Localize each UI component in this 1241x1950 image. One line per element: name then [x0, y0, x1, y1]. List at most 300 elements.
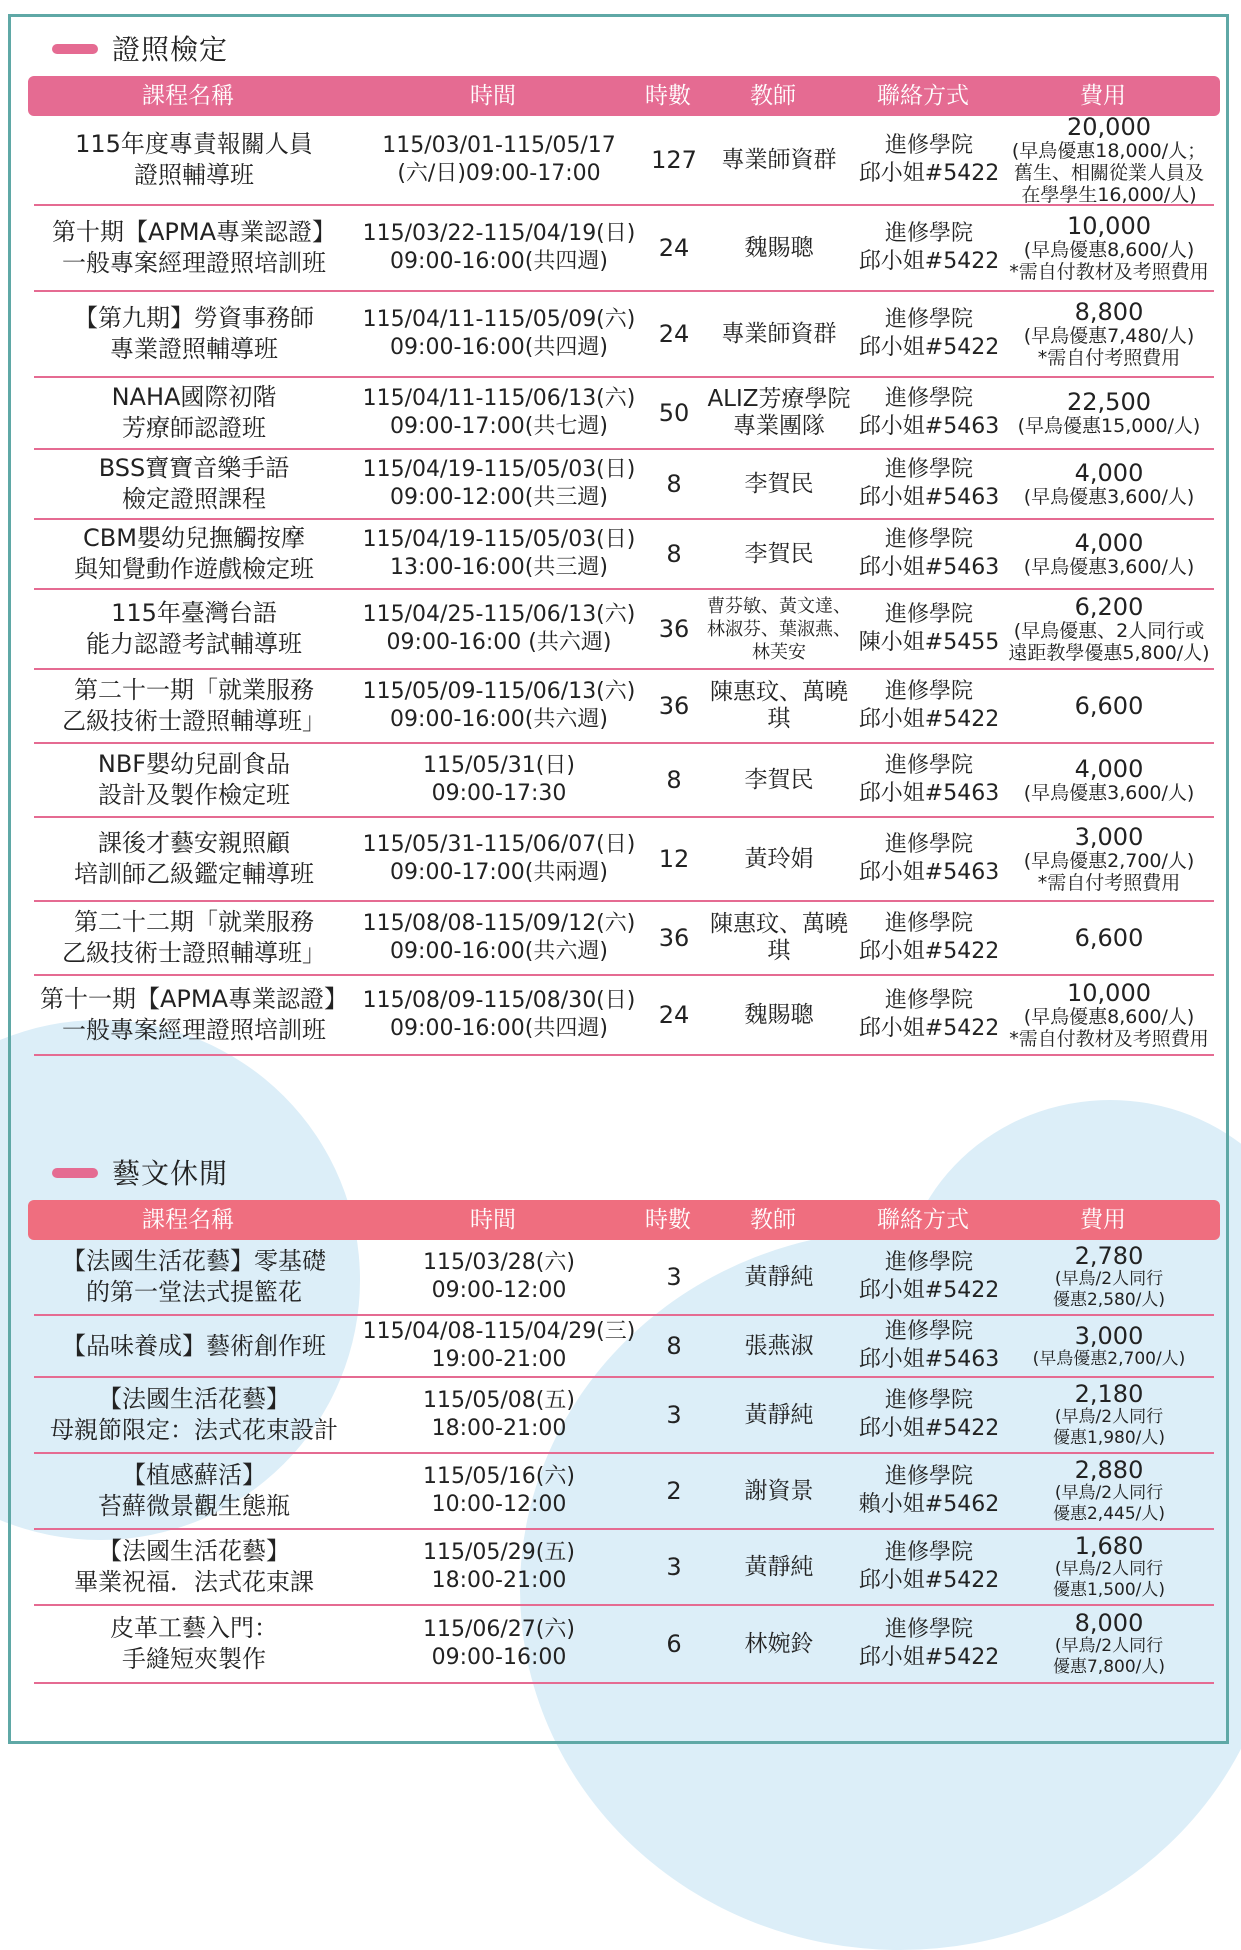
fee-note: 優惠2,445/人) [1052, 1504, 1166, 1524]
contact-line: 進修學院 [884, 1617, 973, 1642]
time-line: 115/08/09-115/08/30(日) [362, 988, 636, 1013]
fee-cell [1004, 594, 1214, 664]
contact-line: 邱小姐#5422 [858, 707, 1000, 732]
contact-cell [854, 910, 1004, 966]
fee-cell [1004, 1457, 1214, 1525]
contact-line: 進修學院 [884, 753, 973, 778]
section-arts-leisure [28, 1150, 1220, 1684]
header-teacher: 教師 [750, 1207, 796, 1233]
fee-amount: 2,780 [1074, 1242, 1144, 1270]
time-line: 09:00-16:00 (共六週) [386, 630, 612, 655]
course-name-line: 證照輔導班 [134, 161, 254, 189]
contact-line: 進修學院 [884, 1388, 973, 1413]
course-name-line: 乙級技術士證照輔導班」 [62, 707, 326, 735]
course-name-line: 一般專案經理證照培訓班 [62, 249, 326, 277]
table-header [28, 1200, 1220, 1240]
course-name-cell [34, 1613, 354, 1675]
hours-cell: 3 [666, 1553, 682, 1581]
contact-line: 進修學院 [884, 221, 973, 246]
time-cell [354, 1249, 644, 1305]
teacher-cell [704, 1631, 854, 1658]
time-line: 09:00-16:00 [431, 1645, 567, 1670]
table-row [34, 1530, 1214, 1606]
fee-amount: 3,000 [1074, 823, 1144, 851]
course-name-line: 課後才藝安親照顧 [98, 829, 290, 857]
contact-line: 進修學院 [884, 1540, 973, 1565]
teacher-line: 李賀民 [744, 540, 814, 567]
teacher-line: 李賀民 [744, 766, 814, 793]
contact-line: 進修學院 [884, 1464, 973, 1489]
time-line: 115/03/22-115/04/19(日) [362, 221, 636, 246]
time-cell [354, 910, 644, 966]
fee-cell [1004, 693, 1214, 719]
fee-cell [1004, 925, 1214, 951]
time-cell [354, 1387, 644, 1443]
header-time: 時間 [470, 1207, 516, 1233]
table-row [34, 1240, 1214, 1316]
course-name-cell [34, 303, 354, 365]
time-line: 18:00-21:00 [431, 1568, 567, 1593]
course-name-line: 第十期【APMA專業認證】 [51, 218, 336, 246]
course-name-line: 【法國生活花藝】零基礎 [62, 1247, 326, 1275]
time-line: 115/04/08-115/04/29(三) [362, 1319, 636, 1344]
contact-cell [854, 220, 1004, 276]
teacher-line: 黃靜純 [744, 1553, 814, 1580]
fee-cell [1004, 299, 1214, 369]
contact-cell [854, 987, 1004, 1043]
fee-note: (早鳥優惠15,000/人) [1017, 415, 1201, 437]
teacher-line: 專業師資群 [721, 146, 837, 173]
contact-line: 邱小姐#5422 [858, 1278, 1000, 1303]
time-line: 09:00-12:00 [431, 1278, 567, 1303]
table-row [34, 818, 1214, 902]
fee-note: (早鳥優惠7,480/人) [1023, 325, 1195, 347]
time-line: 115/03/28(六) [423, 1250, 575, 1275]
fee-amount: 8,000 [1074, 1609, 1144, 1637]
hours-cell: 127 [651, 146, 697, 174]
time-line: (六/日)09:00-17:00 [397, 161, 601, 186]
fee-note: (早鳥優惠8,600/人) [1023, 1006, 1195, 1028]
time-cell [354, 526, 644, 582]
fee-note: (早鳥優惠、2人同行或 [1013, 620, 1205, 642]
course-name-line: 芳療師認證班 [122, 414, 266, 442]
fee-note: *需自付考照費用 [1037, 347, 1181, 369]
teacher-line: 陳惠玟、萬曉琪 [710, 911, 848, 964]
teacher-line: 林淑芬、葉淑燕、 [707, 618, 851, 640]
course-name-cell [34, 1384, 354, 1446]
fee-amount: 3,000 [1074, 1321, 1144, 1350]
time-cell [354, 678, 644, 734]
course-name-line: 的第一堂法式提籃花 [86, 1278, 302, 1306]
time-cell [354, 1616, 644, 1672]
fee-note: (早鳥優惠8,600/人) [1023, 239, 1195, 261]
fee-cell [1004, 460, 1214, 508]
contact-line: 進修學院 [884, 911, 973, 936]
course-name-cell [34, 828, 354, 890]
time-cell [354, 1318, 644, 1374]
contact-line: 進修學院 [884, 457, 973, 482]
header-course-name: 課程名稱 [142, 1207, 234, 1233]
teacher-cell [704, 1002, 854, 1029]
course-name-line: 與知覺動作遊戲檢定班 [74, 555, 314, 583]
hours-cell: 3 [666, 1263, 682, 1291]
fee-amount: 20,000 [1067, 113, 1151, 141]
fee-note: 優惠1,980/人) [1052, 1428, 1166, 1448]
section-title [28, 26, 1220, 76]
fee-note: 在學學生16,000/人) [1021, 184, 1197, 206]
contact-line: 邱小姐#5422 [858, 335, 1000, 360]
fee-cell [1004, 389, 1214, 437]
hours-cell: 6 [666, 1630, 682, 1658]
time-line: 115/04/11-115/05/09(六) [362, 307, 636, 332]
hours-cell: 36 [658, 615, 690, 643]
fee-amount: 6,600 [1074, 692, 1144, 720]
fee-note: (早鳥/2人同行 [1054, 1559, 1164, 1579]
contact-line: 邱小姐#5463 [858, 860, 1000, 885]
course-name-cell [34, 1536, 354, 1598]
time-cell [354, 220, 644, 276]
teacher-line: 黃玲娟 [744, 845, 814, 872]
contact-line: 陳小姐#5455 [858, 630, 1000, 655]
course-name-cell [34, 1246, 354, 1308]
contact-line: 進修學院 [884, 527, 973, 552]
fee-note: 遠距教學優惠5,800/人) [1008, 642, 1210, 664]
contact-cell [854, 678, 1004, 734]
time-line: 115/05/29(五) [423, 1540, 575, 1565]
course-name-line: 一般專案經理證照培訓班 [62, 1016, 326, 1044]
course-name-line: 母親節限定：法式花束設計 [50, 1416, 338, 1444]
contact-line: 邱小姐#5463 [858, 555, 1000, 580]
contact-cell [854, 385, 1004, 441]
fee-note: (早鳥優惠2,700/人) [1032, 1348, 1186, 1369]
contact-line: 進修學院 [884, 386, 973, 411]
time-line: 09:00-17:00(共七週) [390, 414, 608, 439]
table-header [28, 76, 1220, 116]
fee-note: 優惠7,800/人) [1052, 1657, 1166, 1677]
time-line: 115/05/31(日) [423, 753, 575, 778]
fee-note: *需自付教材及考照費用 [1009, 1028, 1209, 1050]
contact-cell [854, 752, 1004, 808]
contact-line: 進修學院 [884, 133, 973, 158]
contact-line: 進修學院 [884, 679, 973, 704]
header-fee: 費用 [1080, 1207, 1126, 1233]
table-row [34, 1454, 1214, 1530]
course-name-line: 第十一期【APMA專業認證】 [39, 985, 348, 1013]
course-name-line: 能力認證考試輔導班 [86, 630, 302, 658]
course-name-line: BSS寶寶音樂手語 [98, 454, 290, 482]
course-name-cell [34, 129, 354, 191]
course-name-cell [34, 1331, 354, 1362]
contact-line: 邱小姐#5422 [858, 1016, 1000, 1041]
course-name-cell [34, 675, 354, 737]
fee-cell [1004, 1323, 1214, 1370]
course-name-line: 畢業祝福．法式花束課 [74, 1568, 314, 1596]
time-line: 115/05/16(六) [423, 1464, 575, 1489]
contact-line: 邱小姐#5463 [858, 414, 1000, 439]
time-line: 115/05/08(五) [423, 1388, 575, 1413]
fee-note: (早鳥優惠18,000/人； [1011, 140, 1207, 162]
contact-line: 賴小姐#5462 [858, 1492, 1000, 1517]
table-row [34, 670, 1214, 744]
hours-cell: 36 [658, 692, 690, 720]
teacher-line: 張燕淑 [744, 1332, 814, 1359]
time-line: 10:00-12:00 [431, 1492, 567, 1517]
time-line: 09:00-16:00(共六週) [390, 939, 608, 964]
teacher-cell [704, 1554, 854, 1581]
time-line: 09:00-16:00(共四週) [390, 249, 608, 274]
contact-line: 邱小姐#5422 [858, 1645, 1000, 1670]
teacher-line: 林芙安 [752, 641, 806, 663]
fee-amount: 2,880 [1074, 1456, 1144, 1484]
teacher-cell [704, 846, 854, 873]
fee-note: (早鳥優惠3,600/人) [1023, 486, 1195, 508]
teacher-cell [704, 147, 854, 174]
table-row [34, 450, 1214, 520]
time-cell [354, 831, 644, 887]
contact-cell [854, 1539, 1004, 1595]
course-name-cell [34, 1460, 354, 1522]
fee-cell [1004, 1243, 1214, 1311]
teacher-line: 專業師資群 [721, 320, 837, 347]
table-row [34, 1316, 1214, 1378]
course-name-line: 【第九期】勞資事務師 [74, 304, 314, 332]
course-name-cell [34, 598, 354, 660]
contact-cell [854, 526, 1004, 582]
course-name-line: 乙級技術士證照輔導班」 [62, 939, 326, 967]
course-name-line: 專業證照輔導班 [110, 335, 278, 363]
course-name-line: 檢定證照課程 [122, 485, 266, 513]
contact-cell [854, 456, 1004, 512]
fee-note: (早鳥優惠3,600/人) [1023, 556, 1195, 578]
course-name-cell [34, 984, 354, 1046]
hours-cell: 24 [658, 1001, 690, 1029]
contact-line: 邱小姐#5463 [858, 1347, 1000, 1372]
teacher-line: 專業團隊 [733, 413, 825, 439]
course-name-line: 皮革工藝入門： [110, 1614, 278, 1642]
time-line: 115/03/01-115/05/17 [382, 133, 616, 158]
teacher-cell [704, 1402, 854, 1429]
fee-note: 優惠2,580/人) [1052, 1290, 1166, 1310]
fee-cell [1004, 1533, 1214, 1601]
contact-line: 邱小姐#5422 [858, 1416, 1000, 1441]
teacher-cell [704, 679, 854, 733]
time-line: 09:00-16:00(共四週) [390, 1016, 608, 1041]
course-name-line: NAHA國際初階 [111, 383, 277, 411]
contact-line: 進修學院 [884, 832, 973, 857]
contact-line: 進修學院 [884, 602, 973, 627]
course-name-line: 第二十一期「就業服務 [74, 676, 314, 704]
contact-cell [854, 306, 1004, 362]
teacher-cell [704, 386, 854, 440]
section-title [28, 1150, 1220, 1200]
course-name-line: NBF嬰幼兒副食品 [97, 750, 291, 778]
table-row [34, 206, 1214, 292]
teacher-cell [704, 541, 854, 568]
fee-amount: 6,200 [1074, 593, 1144, 621]
fee-cell [1004, 756, 1214, 804]
contact-line: 進修學院 [884, 988, 973, 1013]
teacher-cell [704, 471, 854, 498]
teacher-cell [704, 1333, 854, 1360]
hours-cell: 36 [658, 924, 690, 952]
hours-cell: 3 [666, 1401, 682, 1429]
fee-amount: 1,680 [1074, 1532, 1144, 1560]
course-name-line: 【法國生活花藝】 [98, 1537, 290, 1565]
teacher-cell [704, 595, 854, 664]
fee-amount: 2,180 [1074, 1380, 1144, 1408]
course-name-line: 115年臺灣台語 [111, 599, 277, 627]
fee-cell [1004, 114, 1214, 206]
teacher-line: 李賀民 [744, 470, 814, 497]
course-name-line: 【法國生活花藝】 [98, 1385, 290, 1413]
table-row [34, 976, 1214, 1056]
course-name-cell [34, 523, 354, 585]
time-cell [354, 306, 644, 362]
teacher-line: 林婉鈴 [744, 1630, 814, 1657]
fee-note: *需自付考照費用 [1037, 872, 1181, 894]
teacher-line: 陳惠玟、萬曉琪 [710, 679, 848, 732]
table-row [34, 902, 1214, 976]
teacher-line: ALIZ芳療學院 [707, 386, 851, 412]
contact-cell [854, 831, 1004, 887]
teacher-cell [704, 1264, 854, 1291]
teacher-cell [704, 767, 854, 794]
fee-note: *需自付教材及考照費用 [1009, 261, 1209, 283]
header-contact: 聯絡方式 [877, 1207, 969, 1233]
course-name-line: 培訓師乙級鑑定輔導班 [74, 860, 314, 888]
table-body [28, 1240, 1220, 1684]
contact-cell [854, 1463, 1004, 1519]
time-line: 115/04/25-115/06/13(六) [362, 602, 636, 627]
fee-amount: 4,000 [1074, 459, 1144, 487]
contact-cell [854, 1616, 1004, 1672]
fee-cell [1004, 824, 1214, 894]
contact-line: 邱小姐#5463 [858, 485, 1000, 510]
hours-cell: 2 [666, 1477, 682, 1505]
teacher-cell [704, 911, 854, 965]
table-row [34, 520, 1214, 590]
time-line: 09:00-16:00(共六週) [390, 707, 608, 732]
table-row [34, 744, 1214, 818]
fee-amount: 6,600 [1074, 924, 1144, 952]
fee-amount: 10,000 [1067, 212, 1151, 240]
time-cell [354, 987, 644, 1043]
time-cell [354, 1539, 644, 1595]
fee-amount: 22,500 [1067, 388, 1151, 416]
table-row [34, 113, 1214, 206]
table-row [34, 1606, 1214, 1684]
section-title-text: 藝文休閒 [112, 1157, 229, 1190]
time-cell [354, 1463, 644, 1519]
fee-cell [1004, 980, 1214, 1050]
time-line: 115/08/08-115/09/12(六) [362, 911, 636, 936]
teacher-line: 黃靜純 [744, 1401, 814, 1428]
section-certification [28, 26, 1220, 1056]
section-marker [52, 1168, 98, 1178]
contact-line: 邱小姐#5422 [858, 939, 1000, 964]
teacher-line: 曹芬敏、黃文達、 [707, 595, 851, 617]
teacher-cell [704, 1478, 854, 1505]
contact-line: 進修學院 [884, 1319, 973, 1344]
time-line: 09:00-16:00(共四週) [390, 335, 608, 360]
fee-note: (早鳥/2人同行 [1054, 1483, 1164, 1503]
time-line: 115/04/11-115/06/13(六) [362, 386, 636, 411]
fee-note: 舊生、相關從業人員及 [1013, 162, 1204, 184]
fee-amount: 4,000 [1074, 529, 1144, 557]
course-name-line: 115年度專責報關人員 [75, 130, 313, 158]
course-name-line: 【品味養成】藝術創作班 [62, 1331, 326, 1360]
fee-amount: 10,000 [1067, 979, 1151, 1007]
time-cell [354, 385, 644, 441]
time-line: 18:00-21:00 [431, 1416, 567, 1441]
course-name-cell [34, 749, 354, 811]
time-cell [354, 752, 644, 808]
fee-note: (早鳥優惠2,700/人) [1023, 850, 1195, 872]
hours-cell: 12 [658, 845, 690, 873]
time-cell [354, 601, 644, 657]
course-name-cell [34, 453, 354, 515]
course-name-line: 【植感蘚活】 [122, 1461, 266, 1489]
fee-cell [1004, 530, 1214, 578]
time-cell [354, 132, 644, 188]
time-line: 115/04/19-115/05/03(日) [362, 457, 636, 482]
teacher-cell [704, 235, 854, 262]
course-name-cell [34, 907, 354, 969]
fee-note: (早鳥優惠3,600/人) [1023, 782, 1195, 804]
contact-line: 進修學院 [884, 307, 973, 332]
fee-note: (早鳥/2人同行 [1054, 1269, 1164, 1289]
section-marker [52, 44, 98, 54]
contact-line: 邱小姐#5422 [858, 249, 1000, 274]
course-name-line: 第二十二期「就業服務 [74, 908, 314, 936]
header-contact: 聯絡方式 [877, 83, 969, 109]
time-line: 19:00-21:00 [431, 1347, 567, 1372]
table-row [34, 292, 1214, 378]
teacher-line: 魏賜聰 [744, 1001, 814, 1028]
header-teacher: 教師 [750, 83, 796, 109]
fee-note: (早鳥/2人同行 [1054, 1407, 1164, 1427]
header-hours: 時數 [645, 1207, 691, 1233]
time-line: 09:00-17:00(共兩週) [390, 860, 608, 885]
teacher-line: 魏賜聰 [744, 234, 814, 261]
time-line: 115/05/09-115/06/13(六) [362, 679, 636, 704]
time-line: 13:00-16:00(共三週) [390, 555, 608, 580]
hours-cell: 8 [666, 1332, 682, 1360]
header-fee: 費用 [1080, 83, 1126, 109]
fee-cell [1004, 213, 1214, 283]
contact-line: 邱小姐#5463 [858, 781, 1000, 806]
teacher-line: 謝資景 [744, 1477, 814, 1504]
table-row [34, 1378, 1214, 1454]
hours-cell: 8 [666, 470, 682, 498]
table-body [28, 113, 1220, 1056]
hours-cell: 8 [666, 540, 682, 568]
time-cell [354, 456, 644, 512]
contact-cell [854, 132, 1004, 188]
course-name-line: 苔蘚微景觀生態瓶 [98, 1492, 290, 1520]
fee-note: 優惠1,500/人) [1052, 1580, 1166, 1600]
course-name-line: 手縫短夾製作 [122, 1645, 266, 1673]
time-line: 09:00-17:30 [431, 781, 567, 806]
header-hours: 時數 [645, 83, 691, 109]
header-course-name: 課程名稱 [142, 83, 234, 109]
contact-cell [854, 1249, 1004, 1305]
course-name-line: 設計及製作檢定班 [98, 781, 290, 809]
time-line: 115/06/27(六) [423, 1617, 575, 1642]
time-line: 09:00-12:00(共三週) [390, 485, 608, 510]
hours-cell: 50 [658, 399, 690, 427]
contact-cell [854, 1387, 1004, 1443]
